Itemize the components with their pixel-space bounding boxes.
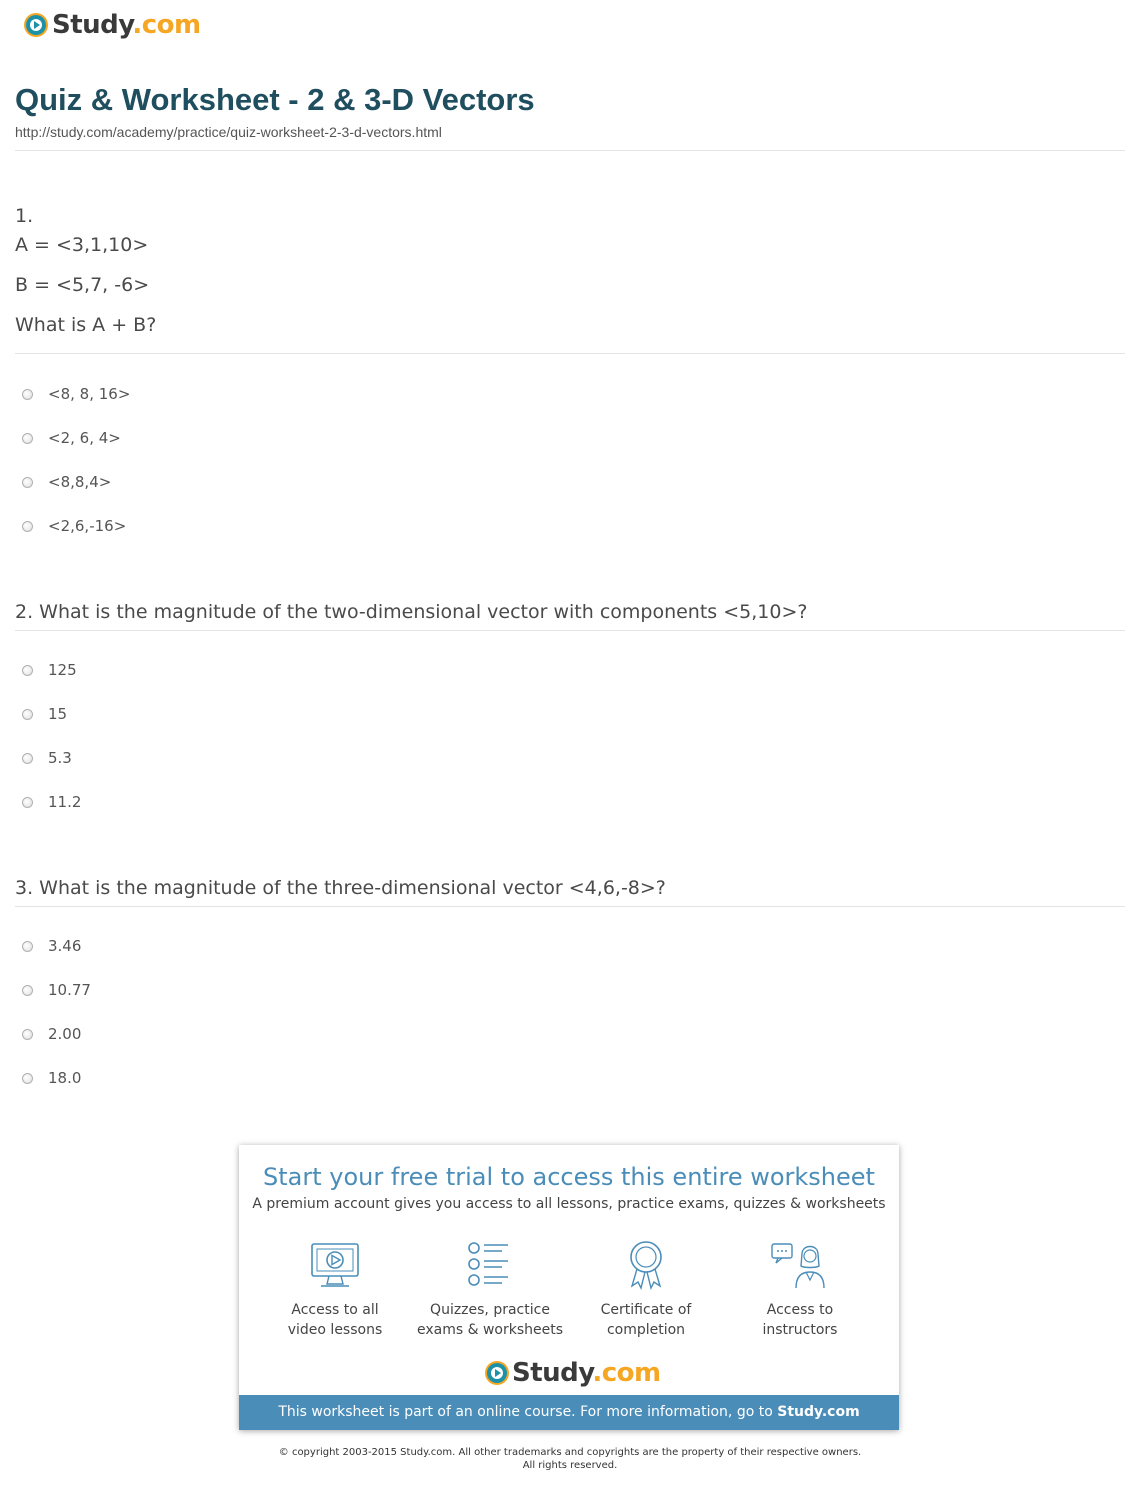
copyright xyxy=(0,1446,1140,1472)
answer-option[interactable] xyxy=(22,659,77,681)
feature-quizzes xyxy=(415,1240,565,1340)
question-1-prompt: What is A + B? xyxy=(15,314,157,336)
answer-option[interactable] xyxy=(22,747,72,769)
video-lesson-icon xyxy=(309,1240,361,1290)
certificate-icon xyxy=(620,1240,672,1290)
feature-label: Quizzes, practice exams & worksheets xyxy=(416,1302,564,1338)
study-logo-icon xyxy=(24,13,48,37)
copyright-line: © copyright 2003-2015 Study.com. All other trademarks and copyrights are the property of their respective owners. xyxy=(278,1447,862,1458)
feature-label: Certificate of completion xyxy=(600,1302,692,1338)
study-logo[interactable] xyxy=(485,1358,661,1388)
radio-button[interactable] xyxy=(22,477,33,488)
answer-option[interactable] xyxy=(22,791,81,813)
feature-instructors xyxy=(725,1240,875,1340)
promo-subtitle: A premium account gives you access to all lessons, practice exams, quizzes & worksheets xyxy=(252,1196,886,1212)
radio-button[interactable] xyxy=(22,797,33,808)
radio-button[interactable] xyxy=(22,665,33,676)
answer-label: 2.00 xyxy=(48,1025,82,1043)
divider xyxy=(15,150,1125,151)
answer-label: 15 xyxy=(48,705,68,723)
radio-button[interactable] xyxy=(22,985,33,996)
answer-label: 125 xyxy=(48,661,77,679)
answer-option[interactable] xyxy=(22,383,130,405)
divider xyxy=(15,630,1125,631)
promo-footer-bar xyxy=(239,1395,899,1430)
study-link[interactable]: Study.com xyxy=(777,1404,860,1420)
question-2-text: 2. What is the magnitude of the two-dimensional vector with components <5,10>? xyxy=(15,601,808,623)
answer-option[interactable] xyxy=(22,703,67,725)
answer-option[interactable] xyxy=(22,979,91,1001)
answer-label: <8, 8, 16> xyxy=(48,385,131,403)
divider xyxy=(15,353,1125,354)
radio-button[interactable] xyxy=(22,433,33,444)
answer-label: 3.46 xyxy=(48,937,82,955)
answer-label: <2, 6, 4> xyxy=(48,429,121,447)
radio-button[interactable] xyxy=(22,1073,33,1084)
answer-option[interactable] xyxy=(22,1023,81,1045)
study-logo-text: Study.com xyxy=(52,10,201,40)
page-url: http://study.com/academy/practice/quiz-worksheet-2-3-d-vectors.html xyxy=(15,124,442,140)
answer-label: 5.3 xyxy=(48,749,72,767)
page-title: Quiz & Worksheet - 2 & 3-D Vectors xyxy=(15,82,535,117)
answer-label: <2,6,-16> xyxy=(48,517,127,535)
answer-option[interactable] xyxy=(22,935,81,957)
answer-option[interactable] xyxy=(22,1067,81,1089)
question-1-line-b: B = <5,7, -6> xyxy=(15,274,150,296)
radio-button[interactable] xyxy=(22,1029,33,1040)
study-logo[interactable] xyxy=(24,10,201,40)
study-logo-icon xyxy=(485,1361,509,1385)
question-3-text: 3. What is the magnitude of the three-dimensional vector <4,6,-8>? xyxy=(15,877,666,899)
radio-button[interactable] xyxy=(22,941,33,952)
promo-footer-text: This worksheet is part of an online course. For more information, go to xyxy=(278,1404,778,1420)
divider xyxy=(15,906,1125,907)
quiz-list-icon xyxy=(464,1240,516,1290)
answer-option[interactable] xyxy=(22,471,111,493)
radio-button[interactable] xyxy=(22,753,33,764)
answer-label: 18.0 xyxy=(48,1069,82,1087)
free-trial-promo[interactable] xyxy=(239,1145,899,1430)
feature-label: Access to all video lessons xyxy=(287,1302,383,1338)
question-1-number: 1. xyxy=(15,205,34,227)
study-logo-text: Study.com xyxy=(512,1358,661,1388)
radio-button[interactable] xyxy=(22,389,33,400)
answer-label: <8,8,4> xyxy=(48,473,112,491)
answer-label: 10.77 xyxy=(48,981,91,999)
feature-certificate xyxy=(571,1240,721,1340)
instructor-icon xyxy=(770,1240,830,1290)
answer-option[interactable] xyxy=(22,427,121,449)
promo-title[interactable]: Start your free trial to access this entire worksheet xyxy=(263,1163,875,1191)
radio-button[interactable] xyxy=(22,709,33,720)
question-1-line-a: A = <3,1,10> xyxy=(15,234,149,256)
feature-video-lessons xyxy=(260,1240,410,1340)
answer-label: 11.2 xyxy=(48,793,82,811)
copyright-line: All rights reserved. xyxy=(522,1460,618,1471)
radio-button[interactable] xyxy=(22,521,33,532)
answer-option[interactable] xyxy=(22,515,126,537)
feature-label: Access to instructors xyxy=(762,1302,838,1338)
